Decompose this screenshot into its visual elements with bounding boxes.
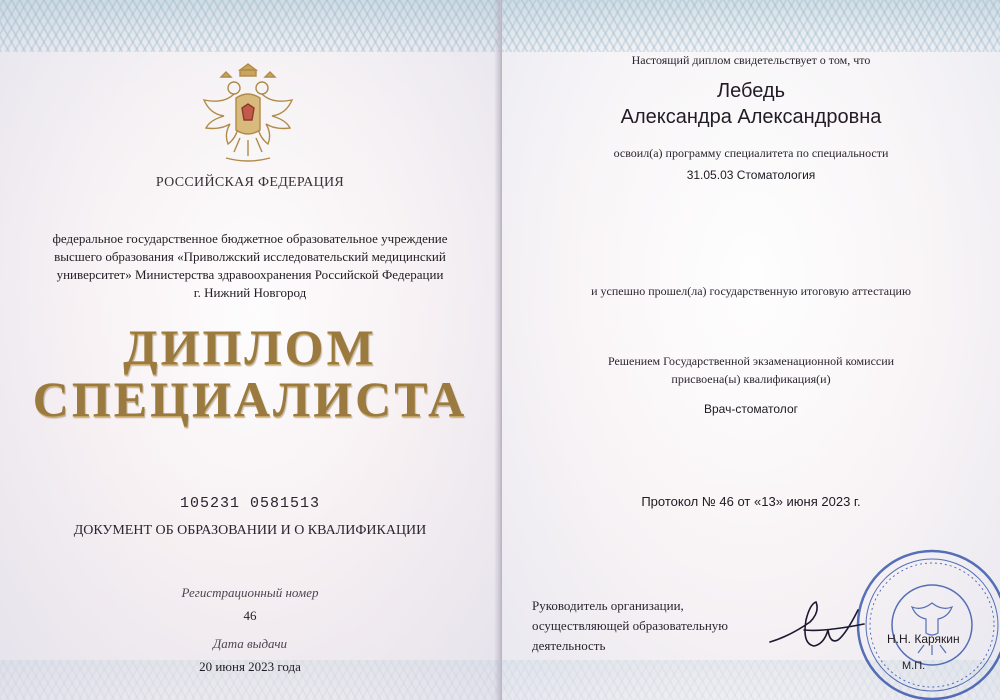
country-name: РОССИЙСКАЯ ФЕДЕРАЦИЯ	[155, 175, 345, 190]
issue-date-label: Дата выдачи	[212, 636, 288, 651]
serial-number: 105231 0581513	[179, 495, 321, 512]
official-seal-stamp	[852, 545, 1000, 700]
registration-number-label: Регистрационный номер	[181, 585, 319, 600]
document-type: ДОКУМЕНТ ОБ ОБРАЗОВАНИИ И О КВАЛИФИКАЦИИ	[73, 523, 427, 538]
institution-line-3: университет» Министерства здравоохранения Российской Федерации	[56, 267, 444, 282]
diploma-right-page	[502, 0, 1000, 700]
head-title-line-2: осуществляющей образовательную	[532, 618, 728, 633]
certification-intro: Настоящий диплом свидетельствует о том, что	[631, 53, 871, 67]
issue-date: 20 июня 2023 года	[199, 659, 301, 674]
registration-number: 46	[243, 608, 257, 623]
program-statement: освоил(а) программу специалитета по специальности	[613, 146, 889, 160]
signer-name: Н.Н. Карякин	[887, 632, 960, 646]
graduate-given-names: Александра Александровна	[620, 106, 882, 128]
coat-of-arms-emblem	[196, 58, 300, 170]
attestation-statement: и успешно прошел(ла) государственную итоговую аттестацию	[591, 284, 911, 298]
head-title-line-3: деятельность	[532, 638, 606, 653]
protocol-reference: Протокол № 46 от «13» июня 2023 г.	[641, 494, 861, 509]
institution-line-2: высшего образования «Приволжский исследовательский медицинский	[54, 249, 446, 264]
head-title-line-1: Руководитель организации,	[532, 598, 684, 613]
diploma-title-line-1: ДИПЛОМ	[123, 319, 377, 375]
qualification: Врач-стоматолог	[704, 402, 798, 416]
institution-line-1: федеральное государственное бюджетное образовательное учреждение	[52, 231, 448, 246]
specialty: 31.05.03 Стоматология	[686, 168, 816, 182]
institution-city: г. Нижний Новгород	[193, 285, 307, 300]
guilloche-border-top	[502, 0, 1000, 52]
diploma-title-line-2: СПЕЦИАЛИСТА	[32, 371, 468, 427]
seal-place-mark: М.П.	[902, 660, 926, 672]
commission-decision-line-1: Решением Государственной экзаменационной комиссии	[607, 354, 895, 368]
graduate-surname: Лебедь	[716, 80, 786, 102]
commission-decision-line-2: присвоена(ы) квалификация(и)	[671, 372, 831, 386]
handwritten-signature	[764, 590, 874, 660]
guilloche-border-top	[0, 0, 500, 52]
